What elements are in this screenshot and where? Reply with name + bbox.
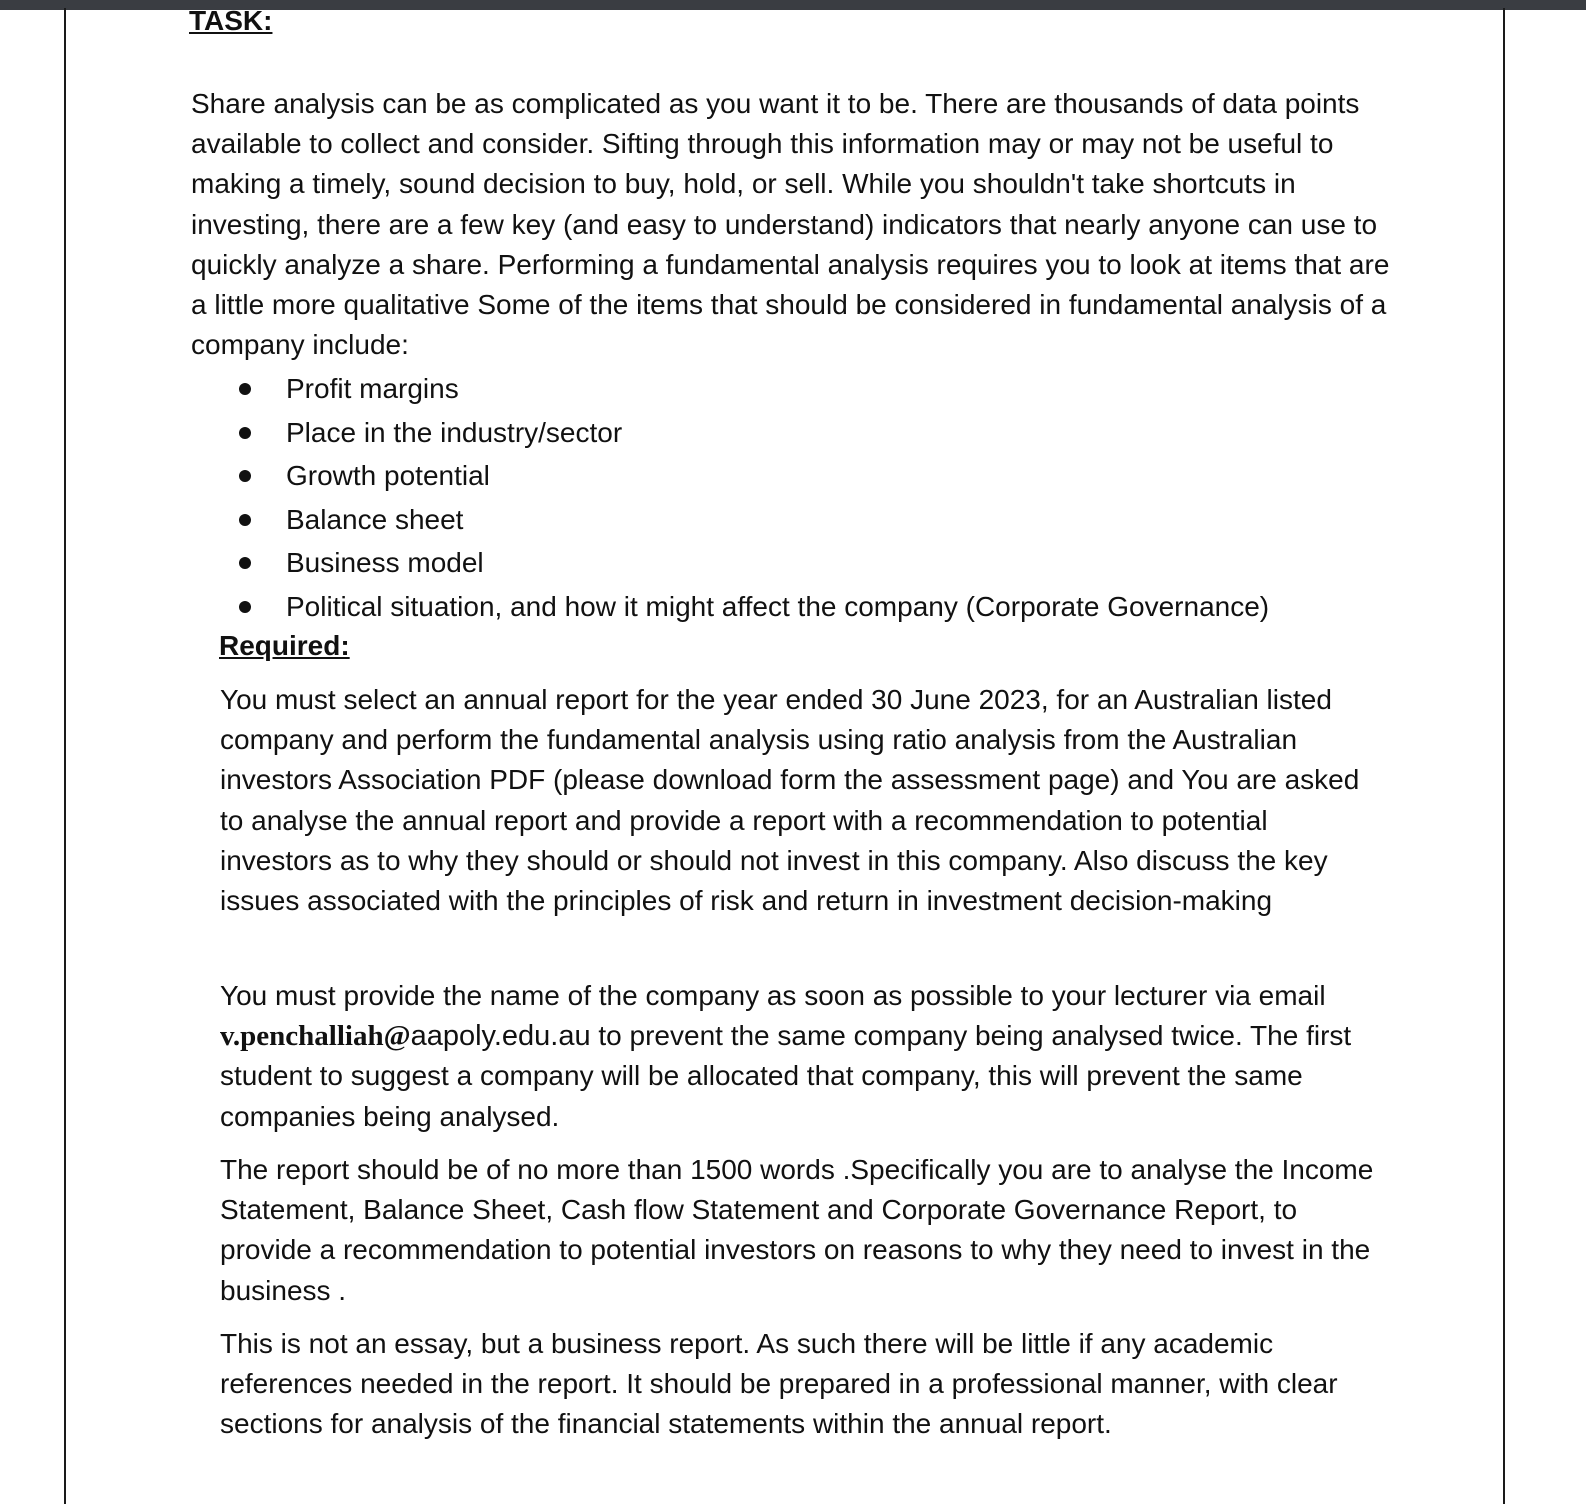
company-name-paragraph bbox=[220, 976, 1380, 1137]
list-item-text: Profit margins bbox=[286, 373, 459, 404]
list-item bbox=[191, 411, 1441, 455]
list-item bbox=[191, 498, 1441, 542]
list-item-text: Business model bbox=[286, 547, 484, 579]
bullet-icon bbox=[239, 383, 251, 395]
report-scope-paragraph: The report should be of no more than 1500 words .Specifically you are to analyse the Income Statement, Balance Sheet, Cash flow Statement and Corporate Governance Report, to provide a recommendation to potential investors on reasons to why they need to invest in the business . bbox=[220, 1154, 1374, 1306]
page-border-right bbox=[1503, 8, 1505, 1504]
report-format-paragraph: This is not an essay, but a business report. As such there will be little if any academic references needed in the report. It should be prepared in a professional manner, with clear sections for analysis of the financial statements within the annual report. bbox=[220, 1328, 1338, 1440]
bullet-icon bbox=[239, 601, 251, 613]
intro-paragraph: Share analysis can be as complicated as you want it to be. There are thousands of data points available to collect and consider. Sifting through this information may or may not be useful to making a timely, sound decision to buy, hold, or sell. While you shouldn't take shortcuts in investing, there are a few key (and easy to understand) indicators that nearly anyone can use to quickly analyze a share. Performing a fundamental analysis requires you to look at items that are a little more qualitative Some of the items that should be considered in fundamental analysis of a company include: bbox=[191, 88, 1390, 361]
list-item-text: Balance sheet bbox=[286, 503, 464, 535]
bullet-icon bbox=[239, 514, 251, 526]
bullet-icon bbox=[239, 427, 251, 439]
required-heading: Required: bbox=[219, 630, 350, 661]
lecturer-email-link[interactable] bbox=[220, 1020, 591, 1052]
task-heading: TASK: bbox=[189, 5, 273, 36]
list-item bbox=[191, 585, 1441, 629]
list-item-text: Place in the industry/sector bbox=[286, 416, 623, 448]
selection-paragraph: You must select an annual report for the year ended 30 June 2023, for an Australian listed company and perform the fundamental analysis using ratio analysis from the Australian investors Association PDF (please download form the assessment page) and You are asked to analyse the annual report and provide a report with a recommendation to potential investors as to why they should or should not invest in this company. Also discuss the key issues associated with the principles of risk and return in investment decision-making bbox=[220, 684, 1360, 917]
list-item-text: Growth potential bbox=[286, 460, 490, 492]
bullet-icon bbox=[239, 470, 251, 482]
list-item bbox=[191, 541, 1441, 585]
paragraph-text: You must provide the name of the company as soon as possible to your lecturer via email bbox=[220, 980, 1326, 1011]
list-item-text: Political situation, and how it might affect the company (Corporate Governance) bbox=[286, 590, 1270, 622]
fundamental-analysis-items bbox=[191, 367, 1441, 629]
bullet-icon bbox=[239, 557, 251, 569]
list-item bbox=[191, 367, 1441, 411]
paragraph-text: to prevent the same company being analysed twice. The first student to suggest a company will be allocated that company, this will prevent the same companies being analysed. bbox=[220, 1020, 1352, 1132]
email-user: v.penchalliah@ bbox=[220, 1020, 411, 1053]
email-domain: aapoly.edu.au bbox=[410, 1020, 591, 1053]
list-item bbox=[191, 454, 1441, 498]
page-border-left bbox=[64, 8, 66, 1504]
